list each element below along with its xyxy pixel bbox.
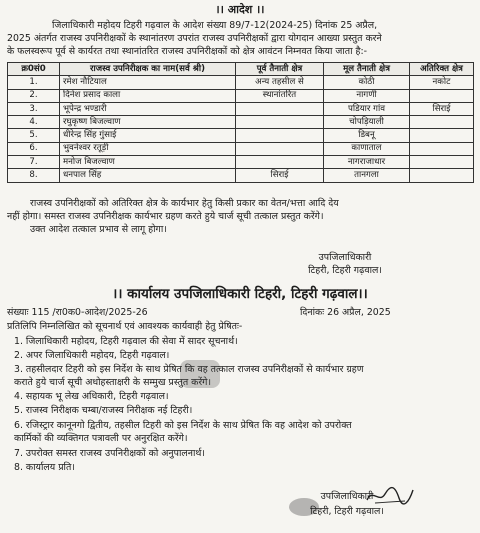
order-line-2: 2025 अंतर्गत राजस्व उपनिरीक्षकों के स्थानांतरण उपरांत राजस्व उपनिरीक्षकों द्वारा योगदान आख्या प्रस्तुत करने [7, 33, 382, 44]
cell-previous-area [236, 116, 324, 129]
allowance-note-line-2: नहीं होगा। समस्त राजस्व उपनिरीक्षक कार्यभार ग्रहण करते हुये चार्ज सूची तत्काल प्रस्तुत करेंगे। [7, 211, 324, 222]
cell-previous-area [236, 142, 324, 155]
cell-additional-area [410, 129, 474, 142]
cell-serial: 7. [8, 156, 60, 169]
reference-number: संख्याः 115 /रा0क0-आदेश/2025-26 [7, 307, 148, 318]
cell-original-area: चोपड़ियाली [324, 116, 410, 129]
copy-intro: प्रतिलिपि निम्नलिखित को सूचनार्थ एवं आवश्यक कार्यवाही हेतु प्रेषितः- [7, 321, 243, 332]
table-row [8, 129, 474, 142]
cell-name: भूपेन्द्र भण्डारी [60, 102, 236, 115]
table-row [8, 169, 474, 182]
col-header-original-area: मूल तैनाती क्षेत्र [324, 63, 410, 76]
cell-serial: 1. [8, 76, 60, 89]
col-header-previous-area: पूर्व तैनाती क्षेत्र [236, 63, 324, 76]
cell-additional-area [410, 116, 474, 129]
cell-serial: 4. [8, 116, 60, 129]
cell-previous-area [236, 129, 324, 142]
allocation-table [7, 62, 474, 183]
table-row [8, 89, 474, 102]
cell-original-area: तानगला [324, 169, 410, 182]
table-row [8, 102, 474, 115]
copy-list-item: 3. तहसीलदार टिहरी को इस निर्देश के साथ प्रेषित कि वह तत्काल राजस्व उपनिरीक्षकों से कार्यभार ग्रहण [14, 364, 364, 375]
table-row [8, 156, 474, 169]
cell-previous-area [236, 156, 324, 169]
cell-original-area: नागणी [324, 89, 410, 102]
cell-previous-area [236, 102, 324, 115]
cell-name: रघुकृष्ण बिजल्वाण [60, 116, 236, 129]
copy-list-item: 1. जिलाधिकारी महोदय, टिहरी गढ़वाल की सेवा में सादर सूचनार्थ। [14, 336, 238, 347]
cell-serial: 6. [8, 142, 60, 155]
cell-additional-area: नकोट [410, 76, 474, 89]
cell-previous-area: सिराई [236, 169, 324, 182]
cell-name: धीरेन्द्र सिंह गुंसाई [60, 129, 236, 142]
signature-title-2: उपजिलाधिकारी [320, 491, 374, 502]
cell-serial: 2. [8, 89, 60, 102]
cell-additional-area [410, 89, 474, 102]
cell-previous-area: स्थानांतरित [236, 89, 324, 102]
cell-serial: 5. [8, 129, 60, 142]
office-title: ।। कार्यालय उपजिलाधिकारी टिहरी, टिहरी गढ़वाल।। [112, 286, 368, 302]
reference-date: दिनांकः 26 अप्रैल, 2025 [300, 307, 391, 318]
copy-list-item: 5. राजस्व निरीक्षक चम्बा/राजस्व निरीक्षक नई टिहरी। [14, 405, 193, 416]
copy-list-item: 2. अपर जिलाधिकारी महोदय, टिहरी गढ़वाल। [14, 350, 170, 361]
table-row [8, 76, 474, 89]
allowance-note-line-1: राजस्व उपनिरीक्षकों को अतिरिक्त क्षेत्र के कार्यभार हेतु किसी प्रकार का वेतन/भत्ता आदि देय [30, 198, 339, 209]
order-line-1: जिलाधिकारी महोदय टिहरी गढ़वाल के आदेश संख्या 89/7-12(2024-25) दिनांक 25 अप्रैल, [52, 20, 378, 31]
order-line-3: के फलस्वरूप पूर्व से कार्यरत तथा स्थानांतरित राजस्व उपनिरीक्षकों को क्षेत्र आवंटन निम्नवत किया जाता है:- [7, 46, 368, 57]
cell-name: मनोज बिजल्वाण [60, 156, 236, 169]
table-row [8, 116, 474, 129]
cell-serial: 3. [8, 102, 60, 115]
signature-place-2: टिहरी, टिहरी गढ़वाल। [310, 506, 384, 517]
cell-original-area: डिबनू [324, 129, 410, 142]
cell-original-area: नागराजाधार [324, 156, 410, 169]
cell-original-area: काणाताल [324, 142, 410, 155]
table-row [8, 142, 474, 155]
copy-list-item: कराते हुये चार्ज सूची अधोहस्ताक्षरी के सम्मुख प्रस्तुत करेंगे। [14, 377, 212, 388]
col-header-serial: क्र0सं0 [8, 63, 60, 76]
copy-list-item: कार्मिकों की व्यक्तिगत पत्रावली पर अनुरक्षित करेंगे। [14, 433, 188, 444]
col-header-additional-area: अतिरिक्त क्षेत्र [410, 63, 474, 76]
cell-name: रमेश नौटियाल [60, 76, 236, 89]
cell-previous-area: अन्य तहसील से [236, 76, 324, 89]
cell-original-area: पडियार गांव [324, 102, 410, 115]
cell-name: भुवनेश्वर रतूड़ी [60, 142, 236, 155]
cell-additional-area: सिराई [410, 102, 474, 115]
ink-smudge [180, 360, 220, 388]
order-heading: ।। आदेश ।। [215, 3, 265, 16]
cell-name: धनपाल सिंह [60, 169, 236, 182]
signature-title-1: उपजिलाधिकारी [318, 252, 372, 263]
cell-additional-area [410, 142, 474, 155]
copy-list-item: 4. सहायक भू लेख अधिकारी, टिहरी गढ़वाल। [14, 391, 169, 402]
table-header-row [8, 63, 474, 76]
cell-name: दिनेश प्रसाद काला [60, 89, 236, 102]
signature-place-1: टिहरी, टिहरी गढ़वाल। [308, 265, 382, 276]
cell-additional-area [410, 156, 474, 169]
col-header-name: राजस्व उपनिरीक्षक का नाम(सर्व श्री) [60, 63, 236, 76]
effect-note: उक्त आदेश तत्काल प्रभाव से लागू होगा। [30, 224, 167, 235]
cell-additional-area [410, 169, 474, 182]
copy-list-item: 6. रजिस्ट्रार कानूनगो द्वितीय, तहसील टिहरी को इस निर्देश के साथ प्रेषित कि वह आदेश को उपरोक्त [14, 420, 352, 431]
copy-list-item: 8. कार्यालय प्रति। [14, 462, 75, 473]
cell-original-area: कोठी [324, 76, 410, 89]
cell-serial: 8. [8, 169, 60, 182]
copy-list-item: 7. उपरोक्त समस्त राजस्व उपनिरीक्षकों को अनुपालनार्थ। [14, 448, 205, 459]
